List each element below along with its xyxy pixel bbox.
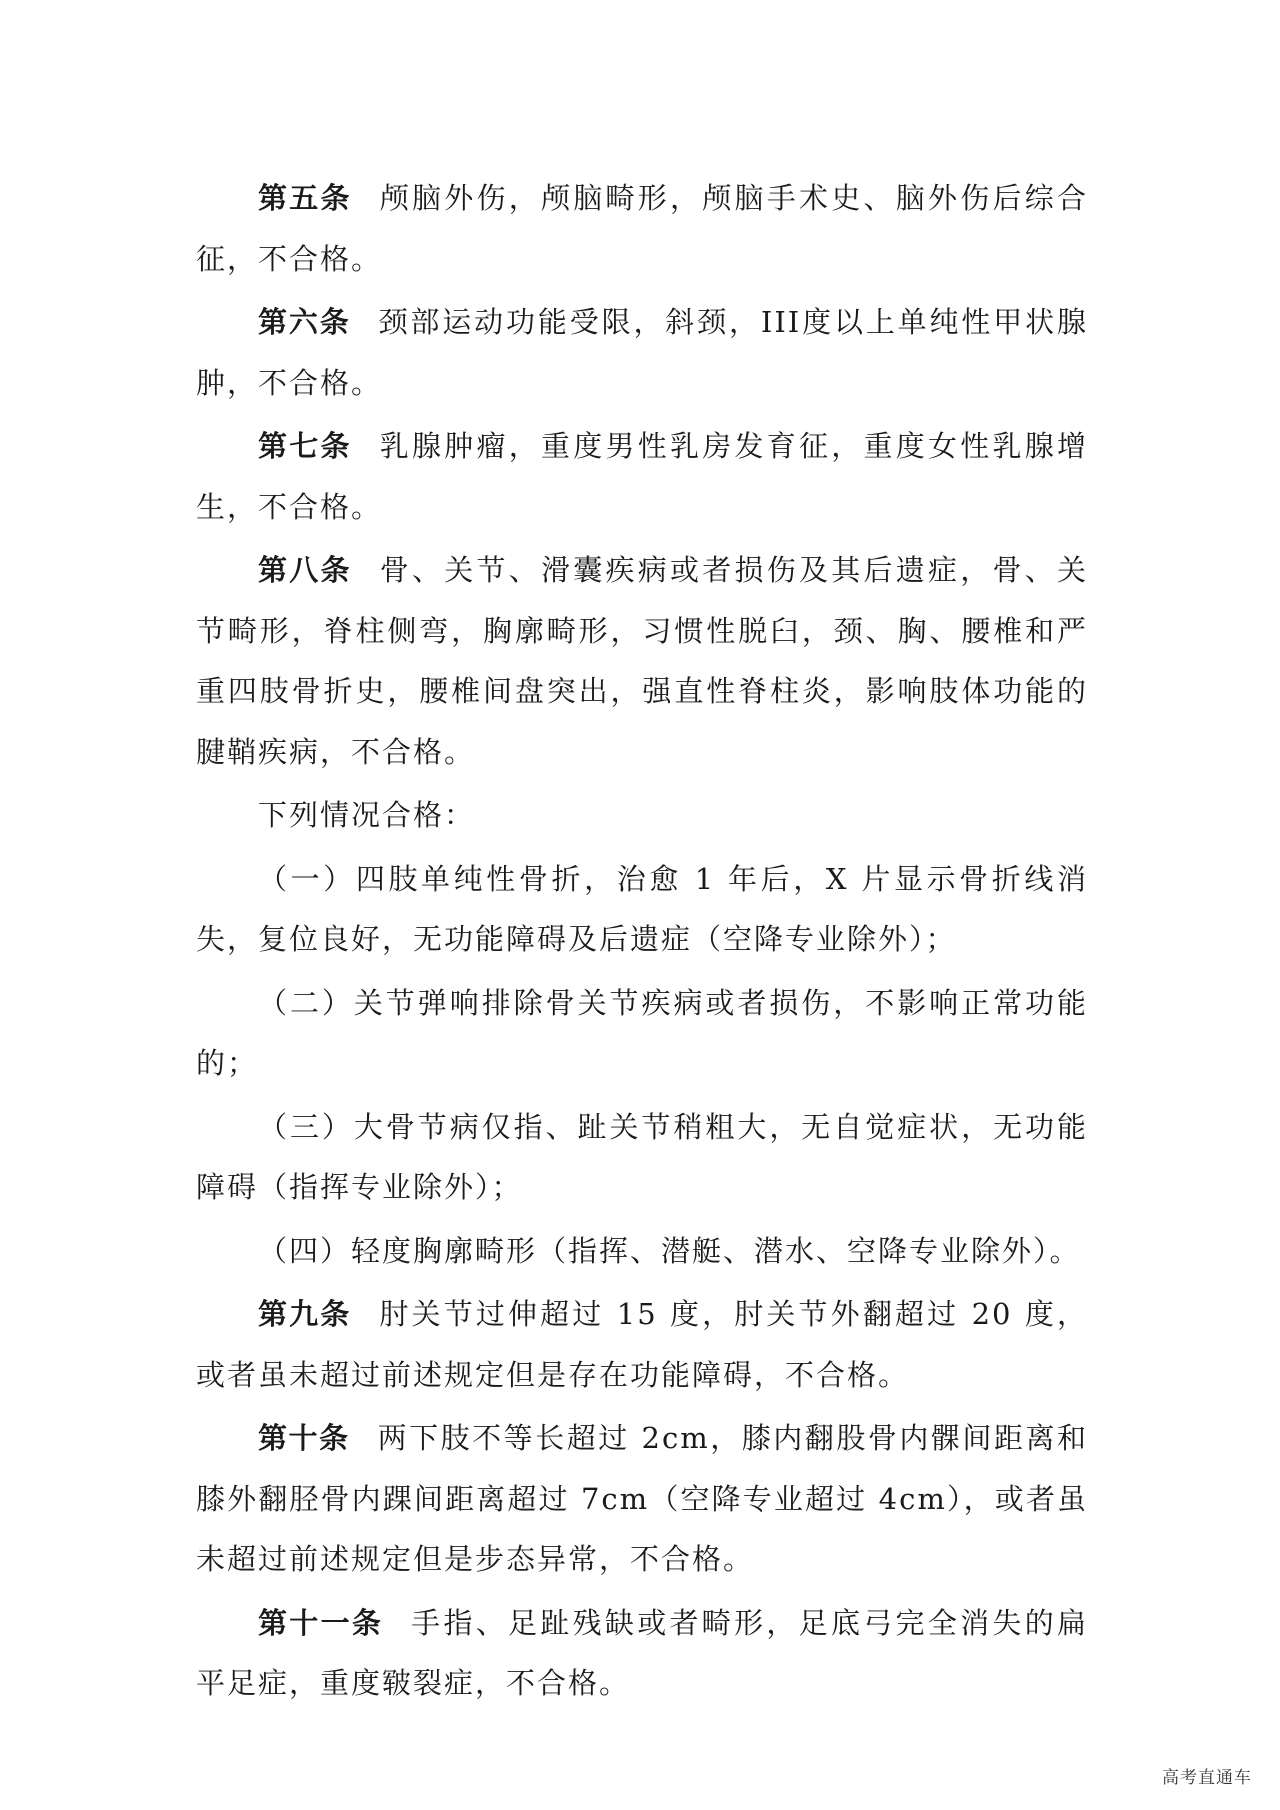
- article-9: [196, 1284, 1088, 1405]
- article-text: 手指、足趾残缺或者畸形，足底弓完全消失的扁平足症，重度皲裂症，不合格。: [196, 1605, 1088, 1700]
- article-10: [196, 1408, 1088, 1590]
- article-6: [196, 292, 1088, 413]
- article-text: 颅脑外伤，颅脑畸形，颅脑手术史、脑外伤后综合征，不合格。: [196, 181, 1088, 276]
- qualified-item-4: （四）轻度胸廓畸形（指挥、潜艇、潜水、空降专业除外）。: [258, 1233, 1081, 1268]
- article-text: 颈部运动功能受限，斜颈，III度以上单纯性甲状腺肿，不合格。: [196, 305, 1088, 400]
- article-11: [196, 1593, 1088, 1714]
- article-7: [196, 416, 1088, 537]
- qualified-item-1: （一）四肢单纯性骨折，治愈 1 年后，X 片显示骨折线消失，复位良好，无功能障碍及后遗症（空降专业除外）；: [196, 861, 1088, 956]
- article-title: 第十条: [258, 1421, 350, 1455]
- article-title: 第十一条: [258, 1605, 384, 1640]
- qualified-item-3: （三）大骨节病仅指、趾关节稍粗大，无自觉症状，无功能障碍（指挥专业除外）；: [196, 1109, 1088, 1204]
- document-page: [196, 168, 1088, 1717]
- watermark-logo: 高考直通车: [1162, 1768, 1252, 1788]
- article-title: 第六条: [258, 305, 351, 339]
- article-text: 肘关节过伸超过 15 度，肘关节外翻超过 20 度，或者虽未超过前述规定但是存在功能障碍，不合格。: [196, 1297, 1088, 1392]
- qualified-intro: 下列情况合格：: [258, 798, 476, 832]
- article-title: 第九条: [258, 1297, 352, 1331]
- article-8: [196, 540, 1088, 782]
- article-title: 第五条: [258, 181, 352, 215]
- article-5: [196, 168, 1088, 289]
- article-text: 两下肢不等长超过 2cm，膝内翻股骨内髁间距离和膝外翻胫骨内踝间距离超过 7cm（空降专业超过 4cm），或者虽未超过前述规定但是步态异常，不合格。: [196, 1421, 1088, 1576]
- article-text: 乳腺肿瘤，重度男性乳房发育征，重度女性乳腺增生，不合格。: [196, 429, 1088, 524]
- qualified-item-2: （二）关节弹响排除骨关节疾病或者损伤，不影响正常功能的；: [196, 985, 1088, 1080]
- article-title: 第七条: [258, 429, 352, 463]
- article-text: 骨、关节、滑囊疾病或者损伤及其后遗症，骨、关节畸形，脊柱侧弯，胸廓畸形，习惯性脱臼，颈、胸、腰椎和严重四肢骨折史，腰椎间盘突出，强直性脊柱炎，影响肢体功能的腱鞘疾病，不合格。: [196, 553, 1088, 769]
- article-title: 第八条: [258, 553, 352, 587]
